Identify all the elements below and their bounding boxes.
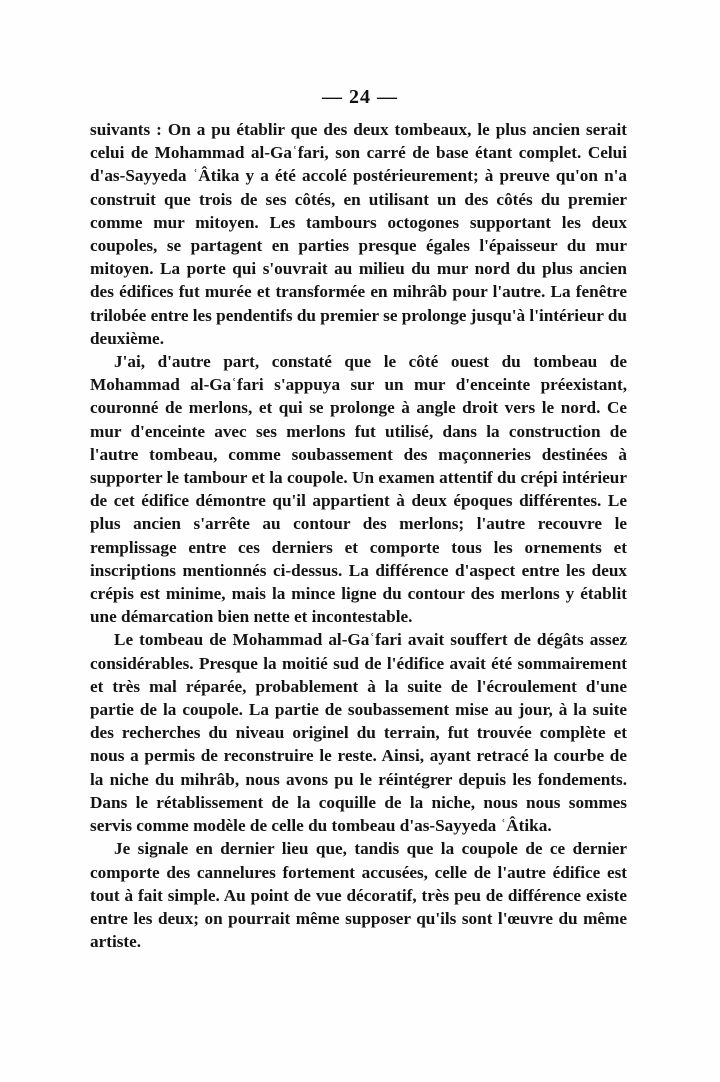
body-text <box>90 118 627 953</box>
paragraph-continuation: suivants : On a pu établir que des deux tombeaux, le plus ancien serait celui de Mohammad al-Gaʿfari, son carré de base étant complet. Celui d'as-Sayyeda ʿÂtika y a été accolé postérieurement; à preuve qu'on n'a construit que trois de ses côtés, en utilisant un des côtés du premier comme mur mitoyen. Les tambours octogones supportant les deux coupoles, se partagent en parties presque égales l'épaisseur du mur mitoyen. La porte qui s'ouvrait au milieu du mur nord du plus ancien des édifices fut murée et transformée en mihrâb pour l'autre. La fenêtre trilobée entre les pendentifs du premier se prolonge jusqu'à l'intérieur du deuxième. <box>90 120 627 348</box>
paragraph-conclusion: Je signale en dernier lieu que, tandis que la coupole de ce dernier comporte des cannelures fortement accusées, celle de l'autre édifice est tout à fait simple. Au point de vue décoratif, très peu de différence existe entre les deux; on pourrait même supposer qu'ils sont l'œuvre du même artiste. <box>90 839 627 952</box>
page-number: — 24 — <box>322 86 398 108</box>
paragraph-restoration: Le tombeau de Mohammad al-Gaʿfari avait souffert de dégâts assez considérables. Presque la moitié sud de l'édifice avait été sommairement et très mal réparée, probablement à la suite de l'écroulement d'une partie de la coupole. La partie de soubassement mise au jour, à la suite des recherches du niveau originel du terrain, fut trouvée complète et nous a permis de reconstruire le reste. Ainsi, ayant retracé la courbe de la niche du mihrâb, nous avons pu le réintégrer depuis les fondements. Dans le rétablissement de la coquille de la niche, nous nous sommes servis comme modèle de celle du tombeau d'as-Sayyeda ʿÂtika. <box>90 630 627 836</box>
paragraph-western-wall: J'ai, d'autre part, constaté que le côté ouest du tombeau de Mohammad al-Gaʿfari s'appuya sur un mur d'enceinte préexistant, couronné de merlons, et qui se prolonge à angle droit vers le nord. Ce mur d'enceinte avec ses merlons fut utilisé, dans la construction de l'autre tombeau, comme soubassement des maçonneries destinées à supporter le tambour et la coupole. Un examen attentif du crépi intérieur de cet édifice démontre qu'il appartient à deux époques différentes. Le plus ancien s'arrête au contour des merlons; l'autre recouvre le remplissage entre ces derniers et comporte tous les ornements et inscriptions mentionnés ci-dessus. La différence d'aspect entre les deux crépis est minime, mais la mince ligne du contour des merlons y établit une démarcation bien nette et incontestable. <box>90 352 627 627</box>
